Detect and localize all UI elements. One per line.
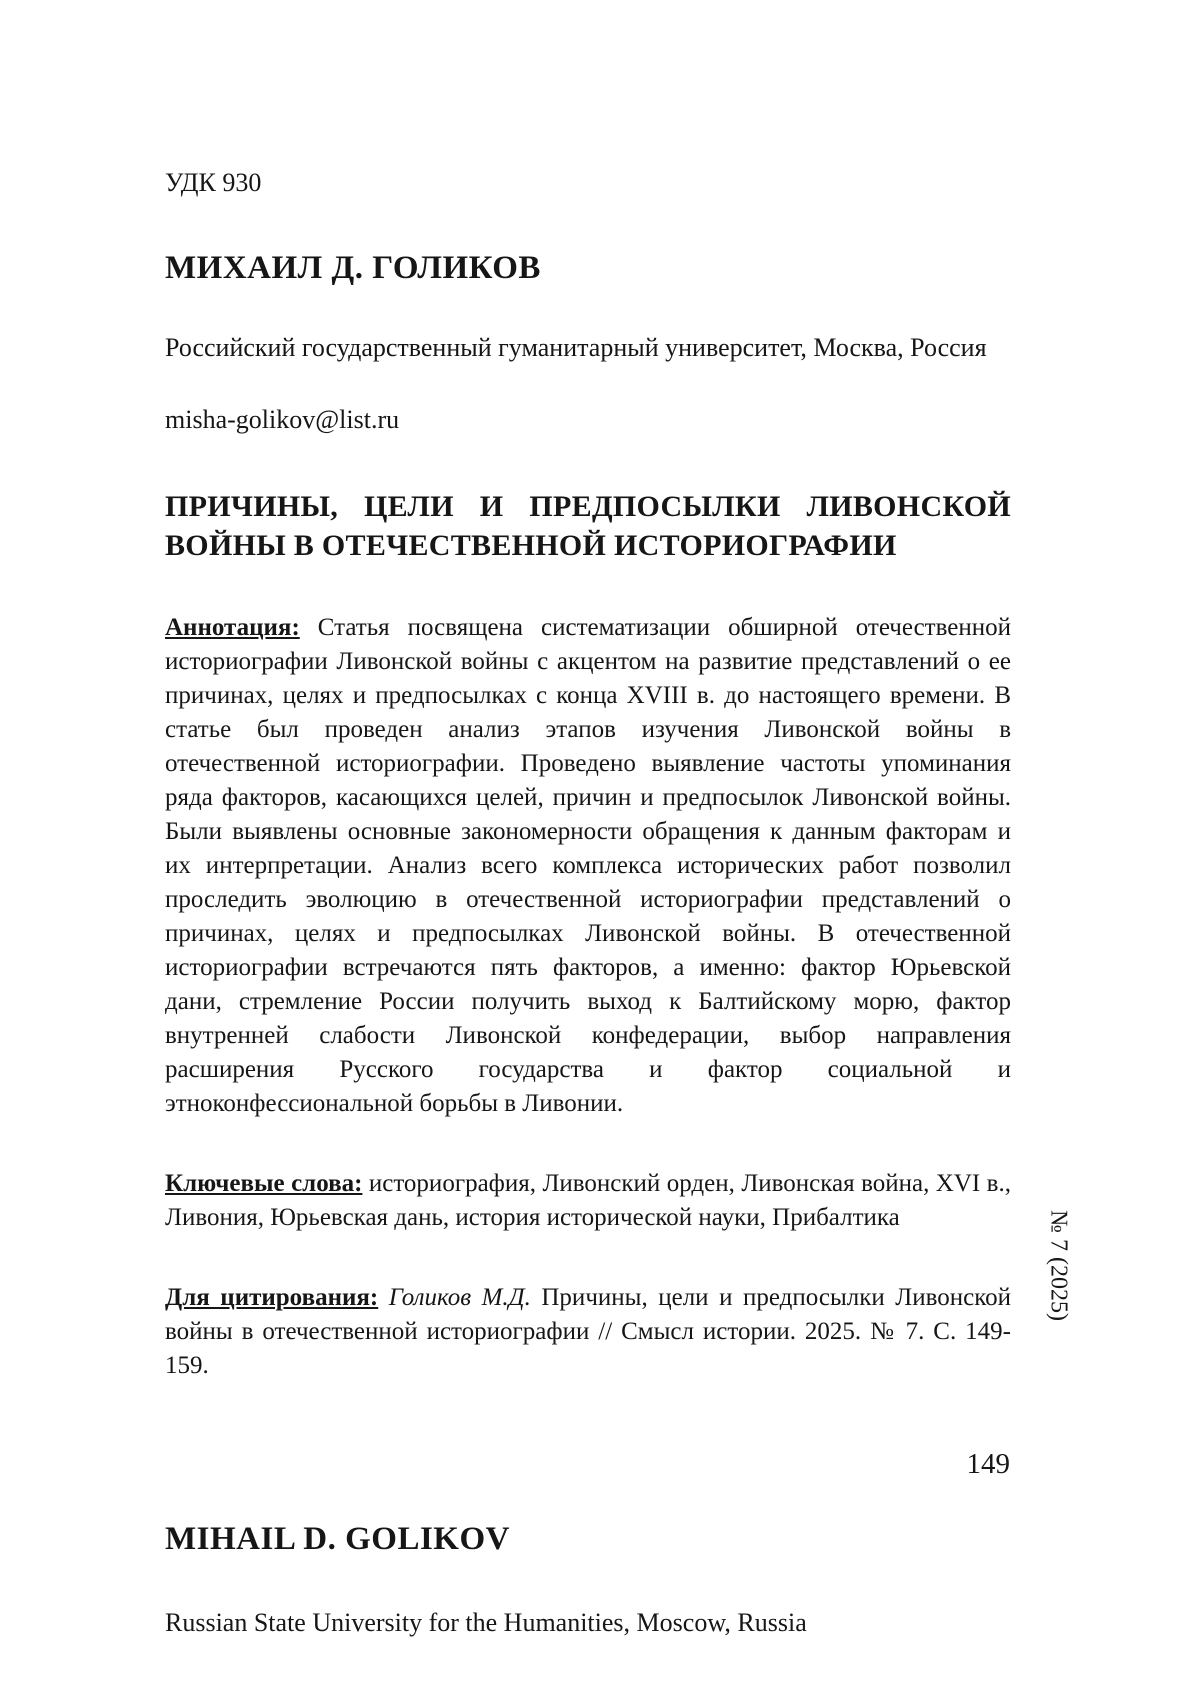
- udk-label: УДК 930: [165, 168, 262, 197]
- author-name-en: MIHAIL D. GOLIKOV: [165, 1521, 510, 1557]
- affiliation-en: Russian State University for the Humanities, Moscow, Russia: [165, 1608, 807, 1637]
- text-block: [165, 168, 1011, 1638]
- affiliation-ru: Российский государственный гуманитарный университет, Москва, Россия: [165, 333, 987, 362]
- keywords-label: Ключевые слова:: [165, 1170, 363, 1197]
- abstract-label: Аннотация:: [165, 614, 300, 641]
- issue-label-vertical: № 7 (2025): [1045, 1210, 1072, 1321]
- keywords-text: историография, Ливонский орден, Ливонская война, XVI в., Ливония, Юрьевская дань, история исторической науки, Прибалтика: [165, 1170, 1011, 1231]
- page-number: 149: [966, 1448, 1010, 1480]
- abstract-paragraph: [165, 611, 1011, 1121]
- abstract-text: Статья посвящена систематизации обширной отечественной историографии Ливонской войны с акцентом на развитие представлений о ее причинах, целях и предпосылках с конца XVIII в. до настоящего времени. В статье был проведен анализ этапов изучения Ливонской войны в отечественной историографии. Проведено выявление частоты упоминания ряда факторов, касающихся целей, причин и предпосылок Ливонской войны. Были выявлены основные закономерности обращения к данным факторам и их интерпретации. Анализ всего комплекса исторических работ позволил проследить эволюцию в отечественной историографии представлений о причинах, целях и предпосылках Ливонской войны. В отечественной историографии встречаются пять факторов, а именно: фактор Юрьевской дани, стремление России получить выход к Балтийскому морю, фактор внутренней слабости Ливонской конфедерации, выбор направления расширения Русского государства и фактор социальной и этноконфессиональной борьбы в Ливонии.: [165, 614, 1011, 1117]
- citation-authors: Голиков М.Д.: [378, 1284, 531, 1311]
- citation-paragraph: [165, 1281, 1011, 1383]
- author-name-ru: МИХАИЛ Д. ГОЛИКОВ: [165, 250, 541, 286]
- keywords-paragraph: [165, 1167, 1011, 1235]
- author-email: misha-golikov@list.ru: [165, 405, 400, 434]
- citation-text: Причины, цели и предпосылки Ливонской войны в отечественной историографии // Смысл истории. 2025. № 7. С. 149-159.: [165, 1284, 1012, 1379]
- citation-label: Для цитирования:: [165, 1284, 379, 1311]
- article-title-ru: ПРИЧИНЫ, ЦЕЛИ И ПРЕДПОСЫЛКИ ЛИВОНСКОЙ ВОЙНЫ В ОТЕЧЕСТВЕННОЙ ИСТОРИОГРАФИИ: [165, 490, 1011, 562]
